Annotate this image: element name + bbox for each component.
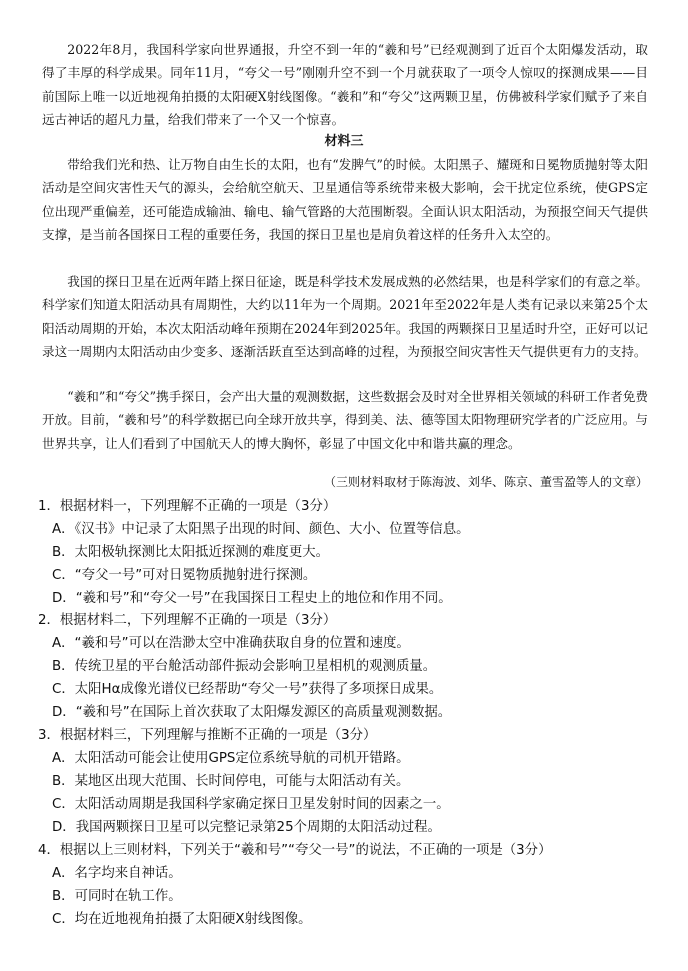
material3-paragraph-3: “羲和”和“夸父”携手探日，会产出大量的观测数据，这些数据会及时对全世界相关领域的科研工作者免费开放。目前，“羲和号”的科学数据已向全球开放共享，得到美、法、德等国太阳物理研究学者的广泛应用。与世界共享，让人们看到了中国航天人的博大胸怀，彰显了中国文化中和谐共赢的理念。 <box>42 389 648 451</box>
question-4-option-a: A．名字均来自神话。 <box>52 866 182 881</box>
question-1-option-a: A．《汉书》中记录了太阳黑子出现的时间、颜色、大小、位置等信息。 <box>52 522 470 537</box>
intro-paragraph: 2022年8月，我国科学家向世界通报，升空不到一年的“羲和号”已经观测到了近百个太阳爆发活动，取得了丰厚的科学成果。同年11月，“夸父一号”刚刚升空不到一个月就获取了一项令人惊叹的探测成果——目前国际上唯一以近地视角拍摄的太阳硬X射线图像。“羲和”和“夸父”这两颗卫星，仿佛被科学家们赋予了来自远古神话的超凡力量，给我们带来了一个又一个惊喜。 <box>42 42 648 127</box>
question-2-option-a: A．“羲和号”可以在浩渺太空中准确获取自身的位置和速度。 <box>52 636 410 651</box>
question-4-stem: 4．根据以上三则材料，下列关于“羲和号”“夸父一号”的说法，不正确的一项是（3分） <box>38 843 552 858</box>
source-note: （三则材料取材于陈海波、刘华、陈京、董雪盈等人的文章） <box>323 475 648 489</box>
question-2-option-d: D．“羲和号”在国际上首次获取了太阳爆发源区的高质量观测数据。 <box>52 705 452 720</box>
question-4-option-c: C．均在近地视角拍摄了太阳硬X射线图像。 <box>52 912 312 927</box>
question-3-option-a: A．太阳活动可能会让使用GPS定位系统导航的司机开错路。 <box>52 751 410 766</box>
question-3-option-c: C．太阳活动周期是我国科学家确定探日卫星发射时间的因素之一。 <box>52 797 450 812</box>
question-3-option-b: B．某地区出现大范围、长时间停电，可能与太阳活动有关。 <box>52 774 410 789</box>
question-4-option-b: B．可同时在轨工作。 <box>52 889 182 904</box>
question-3-option-d: D．我国两颗探日卫星可以完整记录第25个周期的太阳活动过程。 <box>52 820 441 835</box>
material3-paragraph-2: 我国的探日卫星在近两年踏上探日征途，既是科学技术发展成熟的必然结果，也是科学家们的有意之举。科学家们知道太阳活动具有周期性，大约以11年为一个周期。2021年至2022年是人类有记录以来第25个太阳活动周期的开始，本次太阳活动峰年预期在2024年到2025年。我国的两颗探日卫星适时升空，正好可以记录这一周期内太阳活动由少变多、逐渐活跃直至达到高峰的过程，为预报空间灾害性天气提供更有力的支持。 <box>42 274 648 359</box>
question-1-stem: 1．根据材料一，下列理解不正确的一项是（3分） <box>38 499 337 514</box>
question-3-stem: 3．根据材料三，下列理解与推断不正确的一项是（3分） <box>38 728 377 743</box>
question-1-option-d: D．“羲和号”和“夸父一号”在我国探日工程史上的地位和作用不同。 <box>52 591 452 606</box>
material3-paragraph-1: 带给我们光和热、让万物自由生长的太阳，也有“发脾气”的时候。太阳黑子、耀斑和日冕物质抛射等太阳活动是空间灾害性天气的源头，会给航空航天、卫星通信等系统带来极大影响，会干扰定位系统，使GPS定位出现严重偏差，还可能造成输油、输电、输气管路的大范围断裂。全面认识太阳活动，为预报空间天气提供支撑，是当前各国探日工程的重要任务，我国的探日卫星也是肩负着这样的任务升入太空的。 <box>42 157 648 242</box>
question-2-stem: 2．根据材料二，下列理解不正确的一项是（3分） <box>38 613 337 628</box>
material3-heading: 材料三 <box>324 134 364 149</box>
question-2-option-c: C．太阳Hα成像光谱仪已经帮助“夸父一号”获得了多项探日成果。 <box>52 682 443 697</box>
question-2-option-b: B．传统卫星的平台舱活动部件振动会影响卫星相机的观测质量。 <box>52 659 437 674</box>
question-1-option-b: B．太阳极轨探测比太阳抵近探测的难度更大。 <box>52 545 329 560</box>
question-1-option-c: C．“夸父一号”可对日冕物质抛射进行探测。 <box>52 568 317 583</box>
